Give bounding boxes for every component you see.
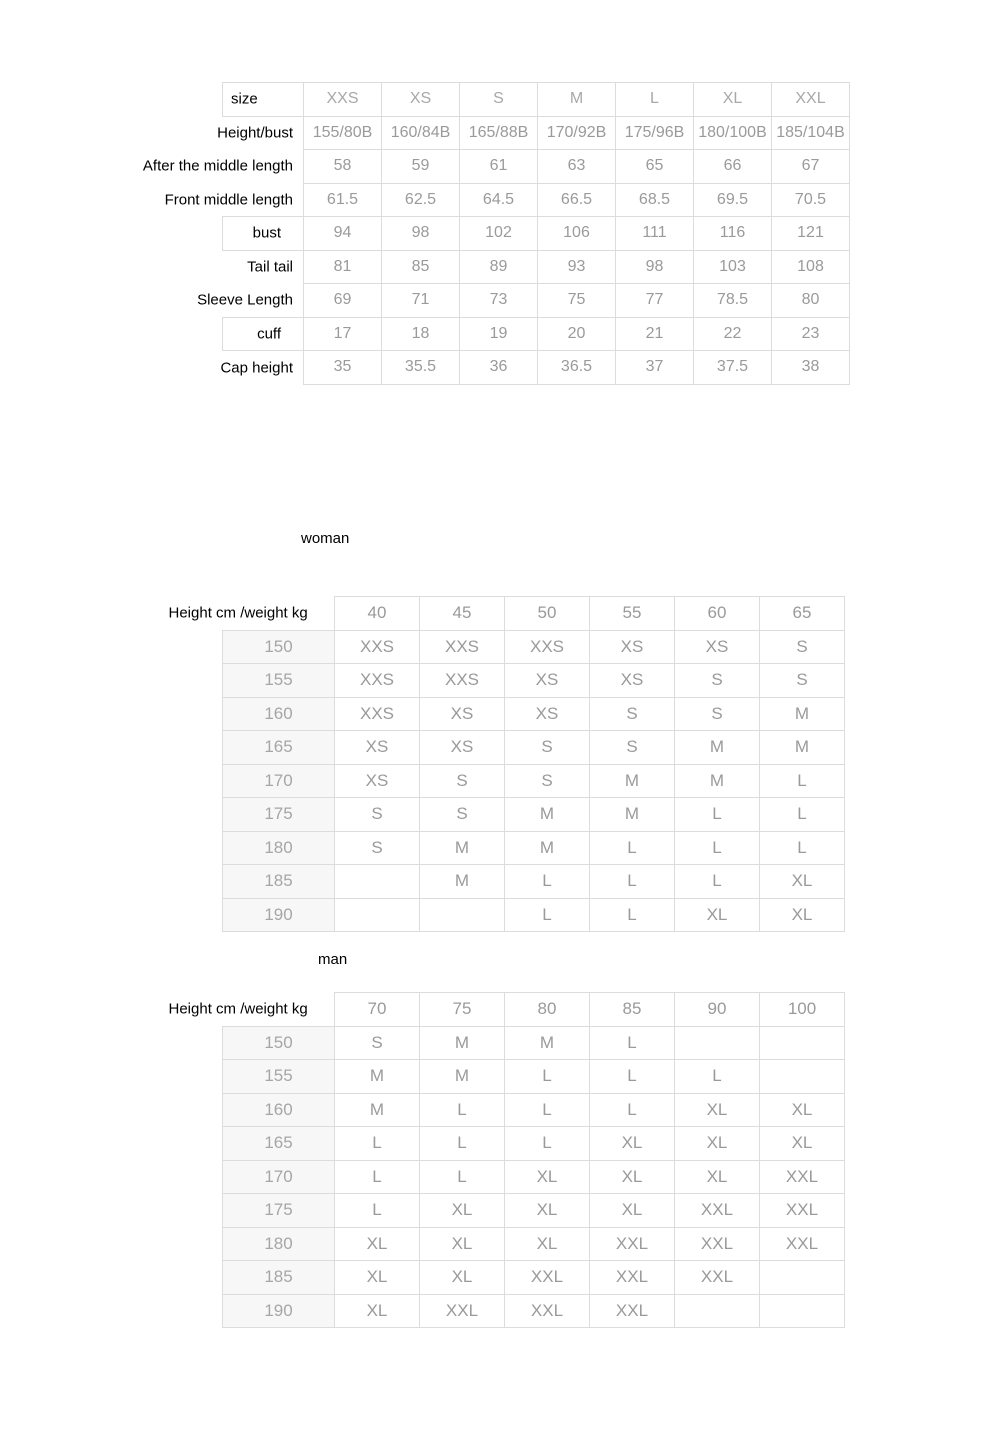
size-cell: XL xyxy=(760,898,845,932)
spec-value-cell: 67 xyxy=(772,150,850,184)
size-cell: M xyxy=(335,1060,420,1094)
table-row xyxy=(223,898,845,932)
weight-header-cell: 60 xyxy=(675,597,760,631)
spec-value-cell: 19 xyxy=(460,317,538,351)
size-cell: XXL xyxy=(505,1294,590,1328)
size-cell xyxy=(760,1060,845,1094)
size-cell: XXL xyxy=(760,1194,845,1228)
height-header-cell: 150 xyxy=(223,630,335,664)
size-cell: S xyxy=(335,831,420,865)
size-cell: XS xyxy=(590,664,675,698)
spec-value-cell: 80 xyxy=(772,284,850,318)
spec-value-cell: 62.5 xyxy=(382,183,460,217)
size-cell: XL xyxy=(675,898,760,932)
spec-value-cell: 66.5 xyxy=(538,183,616,217)
spec-value-cell: 38 xyxy=(772,351,850,385)
spec-value-cell: 108 xyxy=(772,250,850,284)
size-cell xyxy=(760,1294,845,1328)
size-cell: M xyxy=(505,1026,590,1060)
size-cell: M xyxy=(420,1060,505,1094)
weight-header-cell: 80 xyxy=(505,993,590,1027)
size-header-cell: S xyxy=(460,83,538,117)
size-cell: L xyxy=(420,1093,505,1127)
size-cell: M xyxy=(505,798,590,832)
size-cell: XXL xyxy=(590,1294,675,1328)
size-cell: S xyxy=(760,630,845,664)
spec-value-cell: 59 xyxy=(382,150,460,184)
height-header-cell: 170 xyxy=(223,764,335,798)
size-cell: L xyxy=(760,798,845,832)
spec-row-label: Cap height xyxy=(220,359,293,376)
size-cell: S xyxy=(335,798,420,832)
size-cell: XS xyxy=(590,630,675,664)
height-header-cell: 180 xyxy=(223,1227,335,1261)
size-cell: L xyxy=(675,798,760,832)
size-cell xyxy=(675,1294,760,1328)
spec-value-cell: 121 xyxy=(772,217,850,251)
spec-value-cell: 37.5 xyxy=(694,351,772,385)
size-cell: M xyxy=(675,764,760,798)
spec-value-cell: 98 xyxy=(382,217,460,251)
size-cell: L xyxy=(505,1060,590,1094)
size-cell: L xyxy=(335,1127,420,1161)
size-cell: XXS xyxy=(335,664,420,698)
size-cell: XXS xyxy=(335,697,420,731)
size-header-cell: XS xyxy=(382,83,460,117)
size-cell: L xyxy=(590,865,675,899)
spec-row-label: Sleeve Length xyxy=(197,291,293,309)
size-cell: L xyxy=(420,1127,505,1161)
size-cell: L xyxy=(675,831,760,865)
spec-value-cell: 65 xyxy=(616,150,694,184)
size-cell: L xyxy=(675,1060,760,1094)
size-cell: L xyxy=(335,1160,420,1194)
size-cell: L xyxy=(505,898,590,932)
size-cell: XL xyxy=(590,1194,675,1228)
size-cell: XS xyxy=(420,731,505,765)
size-cell: XL xyxy=(505,1194,590,1228)
spec-value-cell: 77 xyxy=(616,284,694,318)
size-header-cell: XL xyxy=(694,83,772,117)
size-cell: XXS xyxy=(505,630,590,664)
weight-header-cell: 50 xyxy=(505,597,590,631)
spec-value-cell: 170/92B xyxy=(538,116,616,150)
height-header-cell: 160 xyxy=(223,697,335,731)
spec-row xyxy=(223,351,850,385)
size-cell: M xyxy=(760,731,845,765)
spec-value-cell: 71 xyxy=(382,284,460,318)
man-section-title: man xyxy=(318,951,348,968)
height-header-cell: 160 xyxy=(223,1093,335,1127)
height-header-cell: 155 xyxy=(223,1060,335,1094)
size-cell xyxy=(420,898,505,932)
spec-value-cell: 106 xyxy=(538,217,616,251)
size-cell: L xyxy=(590,1026,675,1060)
size-cell: XL xyxy=(335,1261,420,1295)
size-cell: L xyxy=(420,1160,505,1194)
size-cell: XXL xyxy=(675,1261,760,1295)
spec-value-cell: 64.5 xyxy=(460,183,538,217)
size-cell: L xyxy=(590,831,675,865)
spec-value-cell: 69.5 xyxy=(694,183,772,217)
size-cell: XXS xyxy=(335,630,420,664)
spec-value-cell: 66 xyxy=(694,150,772,184)
spec-value-cell: 116 xyxy=(694,217,772,251)
size-cell: M xyxy=(675,731,760,765)
table-row xyxy=(223,1060,845,1094)
table-row xyxy=(223,1261,845,1295)
weight-header-row xyxy=(223,993,845,1027)
size-header-cell: XXS xyxy=(304,83,382,117)
size-cell: XS xyxy=(335,764,420,798)
spec-row xyxy=(223,116,850,150)
size-cell: XXL xyxy=(505,1261,590,1295)
table-row xyxy=(223,865,845,899)
size-cell: XL xyxy=(590,1160,675,1194)
size-cell: S xyxy=(675,697,760,731)
size-cell: S xyxy=(760,664,845,698)
size-cell xyxy=(760,1261,845,1295)
table-row xyxy=(223,764,845,798)
size-cell: S xyxy=(335,1026,420,1060)
spec-row xyxy=(223,317,850,351)
weight-header-cell: 100 xyxy=(760,993,845,1027)
size-cell: L xyxy=(505,1093,590,1127)
spec-value-cell: 155/80B xyxy=(304,116,382,150)
spec-row-label-cell xyxy=(223,83,304,117)
table-row xyxy=(223,1294,845,1328)
height-header-cell: 165 xyxy=(223,731,335,765)
size-cell: M xyxy=(505,831,590,865)
table-row xyxy=(223,798,845,832)
spec-value-cell: 165/88B xyxy=(460,116,538,150)
spec-value-cell: 89 xyxy=(460,250,538,284)
size-cell: XXL xyxy=(675,1227,760,1261)
spec-value-cell: 185/104B xyxy=(772,116,850,150)
table-row xyxy=(223,731,845,765)
spec-value-cell: 160/84B xyxy=(382,116,460,150)
size-cell: XS xyxy=(675,630,760,664)
size-cell: XL xyxy=(335,1227,420,1261)
spec-value-cell: 180/100B xyxy=(694,116,772,150)
size-cell xyxy=(675,1026,760,1060)
size-cell: XS xyxy=(335,731,420,765)
table-row xyxy=(223,1194,845,1228)
spec-row xyxy=(223,217,850,251)
size-cell: XL xyxy=(675,1160,760,1194)
spec-value-cell: 35 xyxy=(304,351,382,385)
size-cell: XL xyxy=(760,1093,845,1127)
height-header-cell: 150 xyxy=(223,1026,335,1060)
height-header-cell: 190 xyxy=(223,898,335,932)
spec-value-cell: 111 xyxy=(616,217,694,251)
size-cell: M xyxy=(590,798,675,832)
spec-row xyxy=(223,150,850,184)
size-cell: M xyxy=(335,1093,420,1127)
height-header-cell: 155 xyxy=(223,664,335,698)
spec-value-cell: 175/96B xyxy=(616,116,694,150)
spec-value-cell: 37 xyxy=(616,351,694,385)
size-cell: L xyxy=(335,1194,420,1228)
size-cell: L xyxy=(505,1127,590,1161)
size-cell: L xyxy=(505,865,590,899)
spec-row-label-cell xyxy=(223,317,304,351)
spec-row-label: After the middle length xyxy=(142,157,293,175)
size-cell: XXL xyxy=(760,1227,845,1261)
size-cell: XL xyxy=(590,1127,675,1161)
size-cell: XXL xyxy=(590,1227,675,1261)
spec-value-cell: 17 xyxy=(304,317,382,351)
size-cell: L xyxy=(760,831,845,865)
spec-value-cell: 22 xyxy=(694,317,772,351)
size-spec-table xyxy=(142,82,850,385)
size-cell: XXS xyxy=(420,630,505,664)
size-cell: XL xyxy=(760,865,845,899)
spec-value-cell: 35.5 xyxy=(382,351,460,385)
size-cell: L xyxy=(590,1093,675,1127)
height-header-cell: 190 xyxy=(223,1294,335,1328)
size-cell: XXL xyxy=(590,1261,675,1295)
spec-value-cell: 70.5 xyxy=(772,183,850,217)
spec-row-label-cell xyxy=(223,250,304,284)
size-cell: S xyxy=(420,764,505,798)
weight-header-cell: 70 xyxy=(335,993,420,1027)
weight-header-cell: 55 xyxy=(590,597,675,631)
size-header-cell: M xyxy=(538,83,616,117)
spec-row-label: Front middle length xyxy=(164,191,293,208)
weight-header-cell: 65 xyxy=(760,597,845,631)
size-cell: S xyxy=(590,731,675,765)
size-cell: XS xyxy=(505,697,590,731)
size-cell: L xyxy=(760,764,845,798)
size-cell: XL xyxy=(675,1127,760,1161)
weight-header-cell: 40 xyxy=(335,597,420,631)
spec-value-cell: 85 xyxy=(382,250,460,284)
spec-row-label: bust xyxy=(249,225,285,242)
size-header-cell: XXL xyxy=(772,83,850,117)
weight-header-cell: 85 xyxy=(590,993,675,1027)
spec-row-label-cell xyxy=(164,183,304,217)
size-cell: XL xyxy=(505,1160,590,1194)
woman-section-title: woman xyxy=(301,530,350,547)
size-cell: S xyxy=(505,731,590,765)
spec-row-label-cell xyxy=(197,284,304,318)
spec-value-cell: 103 xyxy=(694,250,772,284)
size-cell: XXL xyxy=(760,1160,845,1194)
size-cell: L xyxy=(590,1060,675,1094)
corner-label: Height cm /weight kg xyxy=(168,1000,308,1018)
spec-row-label: Height/bust xyxy=(217,124,293,142)
table-row xyxy=(223,1127,845,1161)
size-cell: XL xyxy=(420,1227,505,1261)
spec-row xyxy=(223,83,850,117)
size-cell: M xyxy=(420,865,505,899)
spec-row-label: cuff xyxy=(253,325,285,342)
table-row xyxy=(223,1026,845,1060)
spec-row xyxy=(223,250,850,284)
table-row xyxy=(223,1093,845,1127)
spec-row xyxy=(223,183,850,217)
height-header-cell: 165 xyxy=(223,1127,335,1161)
spec-value-cell: 61.5 xyxy=(304,183,382,217)
spec-value-cell: 20 xyxy=(538,317,616,351)
size-cell: M xyxy=(760,697,845,731)
spec-row xyxy=(223,284,850,318)
size-cell: XXL xyxy=(420,1294,505,1328)
weight-header-cell: 75 xyxy=(420,993,505,1027)
size-cell: XL xyxy=(420,1261,505,1295)
spec-value-cell: 21 xyxy=(616,317,694,351)
size-cell: M xyxy=(420,831,505,865)
spec-value-cell: 68.5 xyxy=(616,183,694,217)
spec-row-label: Tail tail xyxy=(247,258,293,276)
spec-value-cell: 81 xyxy=(304,250,382,284)
size-cell: XL xyxy=(675,1093,760,1127)
size-cell: M xyxy=(590,764,675,798)
spec-value-cell: 93 xyxy=(538,250,616,284)
size-cell: S xyxy=(505,764,590,798)
size-cell: S xyxy=(420,798,505,832)
size-cell: XL xyxy=(420,1194,505,1228)
size-cell: L xyxy=(590,898,675,932)
spec-value-cell: 78.5 xyxy=(694,284,772,318)
table-row xyxy=(223,831,845,865)
size-cell: L xyxy=(675,865,760,899)
table-row xyxy=(223,630,845,664)
size-cell: XL xyxy=(505,1227,590,1261)
spec-row-label: size xyxy=(231,90,258,108)
size-cell xyxy=(335,865,420,899)
height-header-cell: 175 xyxy=(223,1194,335,1228)
woman-size-table xyxy=(168,596,845,932)
table-row xyxy=(223,697,845,731)
weight-header-cell: 45 xyxy=(420,597,505,631)
size-cell: XL xyxy=(760,1127,845,1161)
size-cell xyxy=(335,898,420,932)
size-cell: S xyxy=(590,697,675,731)
height-header-cell: 185 xyxy=(223,865,335,899)
man-size-table xyxy=(168,992,845,1328)
spec-value-cell: 102 xyxy=(460,217,538,251)
weight-header-cell: 90 xyxy=(675,993,760,1027)
table-row xyxy=(223,664,845,698)
size-header-cell: L xyxy=(616,83,694,117)
spec-value-cell: 58 xyxy=(304,150,382,184)
size-cell: XS xyxy=(505,664,590,698)
spec-row-label-cell xyxy=(223,217,304,251)
size-cell: M xyxy=(420,1026,505,1060)
size-cell: XXS xyxy=(420,664,505,698)
weight-header-row xyxy=(223,597,845,631)
spec-value-cell: 61 xyxy=(460,150,538,184)
size-cell: XS xyxy=(420,697,505,731)
table-row xyxy=(223,1227,845,1261)
spec-value-cell: 73 xyxy=(460,284,538,318)
table-row xyxy=(223,1160,845,1194)
spec-value-cell: 36.5 xyxy=(538,351,616,385)
spec-value-cell: 36 xyxy=(460,351,538,385)
height-header-cell: 175 xyxy=(223,798,335,832)
spec-row-label-cell xyxy=(217,116,304,150)
spec-value-cell: 75 xyxy=(538,284,616,318)
height-header-cell: 170 xyxy=(223,1160,335,1194)
spec-value-cell: 69 xyxy=(304,284,382,318)
spec-value-cell: 98 xyxy=(616,250,694,284)
spec-value-cell: 94 xyxy=(304,217,382,251)
corner-label: Height cm /weight kg xyxy=(168,604,308,622)
size-cell xyxy=(760,1026,845,1060)
spec-row-label-cell xyxy=(220,351,304,385)
size-cell: S xyxy=(675,664,760,698)
spec-value-cell: 18 xyxy=(382,317,460,351)
spec-value-cell: 23 xyxy=(772,317,850,351)
size-cell: XL xyxy=(335,1294,420,1328)
height-header-cell: 185 xyxy=(223,1261,335,1295)
spec-value-cell: 63 xyxy=(538,150,616,184)
spec-row-label-cell xyxy=(142,150,304,184)
size-cell: XXL xyxy=(675,1194,760,1228)
corner-cell xyxy=(168,597,335,631)
corner-cell xyxy=(168,993,335,1027)
height-header-cell: 180 xyxy=(223,831,335,865)
